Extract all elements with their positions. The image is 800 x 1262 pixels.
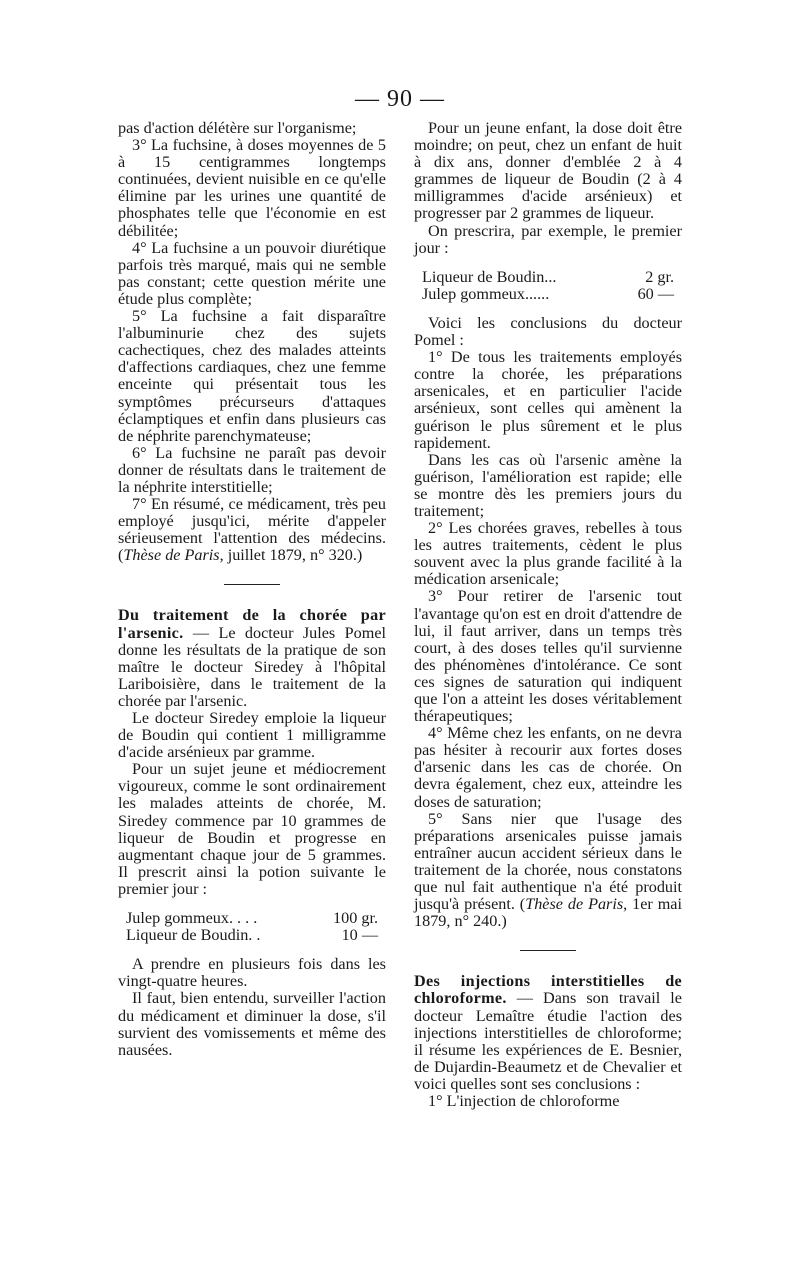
paragraph-text: 7° En résumé, ce médicament, très peu employé jusqu'ici, mérite d'appeler sérieusement l'attention des médecins. ( xyxy=(118,495,386,565)
paragraph: On prescrira, par exemple, le premier jour : xyxy=(414,221,682,257)
section-divider xyxy=(520,950,576,951)
recipe-line xyxy=(422,269,674,286)
recipe-line xyxy=(126,927,378,944)
paragraph: Pour un jeune enfant, la dose doit être moindre; on peut, chez un enfant de huit à dix ans, donner d'emblée 2 à 4 grammes de liqueur de Boudin (2 à 4 milligrammes d'acide arsénieux) et progresser par 2 grammes de liqueur. xyxy=(414,119,682,223)
recipe-line xyxy=(422,286,674,303)
paragraph: 1° L'injection de chloroforme xyxy=(428,1091,620,1110)
paragraph: pas d'action délétère sur l'organisme; xyxy=(118,119,357,137)
paragraph: 3° La fuchsine, à doses moyennes de 5 à 15 centigrammes longtemps continuées, devient nuisible en ce qu'elle élimine par les urines une quantité de phosphates telle que l'économie en est débilitée; xyxy=(118,136,386,240)
paragraph: 6° La fuchsine ne paraît pas devoir donner de résultats dans le traitement de la néphrite interstitielle; xyxy=(118,443,386,496)
section-divider xyxy=(224,584,280,585)
paragraph: Pour un sujet jeune et médiocrement vigoureux, comme le sont ordinairement les malades atteints de chorée, M. Siredey commence par 10 grammes de liqueur de Boudin et progresse en augmentant chaque jour de 5 grammes. Il prescrit ainsi la potion suivante le premier jour : xyxy=(118,760,386,898)
recipe-item: Liqueur de Boudin... xyxy=(422,267,557,286)
paragraph xyxy=(118,496,386,564)
paragraph-text: 5° Sans nier que l'usage des préparations arsenicales puisse jamais entraîner aucun accident sérieux dans le traitement de la chorée, nous constatons que nul fait authentique n'a été produit jusqu'à présent. ( xyxy=(414,809,682,914)
recipe-quantity: 60 — xyxy=(637,284,674,303)
recipe-item: Liqueur de Boudin. . xyxy=(126,926,261,945)
paragraph-text: , juillet 1879, n° 320.) xyxy=(219,546,363,565)
paragraph: 1° De tous les traitements employés contre la chorée, les préparations arsenicales, et en particulier l'acide arsénieux, sont celles qui amènent la guérison le plus sûrement et le plus rapidement. xyxy=(414,348,682,452)
paragraph: 4° La fuchsine a un pouvoir diurétique parfois très marqué, mais qui ne semble pas constant; cette question mérite une étude plus complète; xyxy=(118,238,386,308)
recipe-line xyxy=(126,910,378,927)
paragraph: 2° Les chorées graves, rebelles à tous les autres traitements, cèdent le plus souvent avec la plus grande facilité à la médication arsenicale; xyxy=(414,519,682,589)
left-column xyxy=(118,120,386,1059)
paragraph: 5° La fuchsine a fait disparaître l'albuminurie chez des sujets cachectiques, chez des malades atteints d'affections cardiaques, chez une femme enceinte qui présentait tous les symptômes précurseurs d'attaques éclamptiques et enfin dans plusieurs cas de néphrite parenchymateuse; xyxy=(118,307,386,445)
paragraph: 4° Même chez les enfants, on ne devra pas hésiter à recourir aux fortes doses d'arsenic dans les cas de chorée. On devra également, chez eux, atteindre les doses de saturation; xyxy=(414,724,682,811)
recipe-quantity: 100 gr. xyxy=(333,909,378,928)
paragraph: Voici les conclusions du docteur Pomel : xyxy=(414,313,682,350)
paragraph: Il faut, bien entendu, surveiller l'action du médicament et diminuer la dose, s'il survient des vomissements et même des nausées. xyxy=(118,989,386,1059)
section-heading: Du traitement de la chorée par l'arsenic. xyxy=(118,606,386,642)
recipe-quantity: 2 gr. xyxy=(645,267,674,286)
recipe-item: Julep gommeux...... xyxy=(422,284,550,303)
paragraph-text: , 1er mai 1879, n° 240.) xyxy=(414,895,682,931)
source-citation: Thèse de Paris xyxy=(525,895,624,914)
paragraph xyxy=(414,811,682,931)
recipe-quantity: 10 — xyxy=(341,926,378,945)
source-citation: Thèse de Paris xyxy=(123,546,220,565)
section-intro: — Dans son travail le docteur Lemaître étudie l'action des injections interstitielles de chloroforme; il résume les expériences de E. Besnier, de Dujardin-Beaumetz et de Chevalier et voici quelles sont ses conclusions : xyxy=(414,989,682,1093)
section-intro: — Le docteur Jules Pomel donne les résultats de la pratique de son maître le docteur Siredey à l'hôpital Lariboisière, dans le traitement de la chorée par l'arsenic. xyxy=(118,623,386,710)
recipe-item: Julep gommeux. . . . xyxy=(126,909,258,928)
paragraph: A prendre en plusieurs fois dans les vingt-quatre heures. xyxy=(118,955,386,991)
section-heading: Des injections interstitielles de chloroforme. xyxy=(414,972,682,1008)
right-column xyxy=(414,120,682,1110)
section xyxy=(414,973,682,1093)
section xyxy=(118,607,386,710)
paragraph: 3° Pour retirer de l'arsenic tout l'avantage qu'on est en droit d'attendre de lui, il faut arriver, dans un temps très court, à des doses telles qu'il survienne des phénomènes d'intolérance. Ce sont ces signes de saturation qui indiquent que l'on a atteint les doses véritablement thérapeutiques; xyxy=(414,587,682,726)
page-number: — 90 — xyxy=(355,86,445,112)
paragraph: Le docteur Siredey emploie la liqueur de Boudin qui contient 1 milligramme d'acide arsénieux par gramme. xyxy=(118,709,386,762)
paragraph: Dans les cas où l'arsenic amène la guérison, l'amélioration est rapide; elle se montre dès les premiers jours du traitement; xyxy=(414,450,682,520)
